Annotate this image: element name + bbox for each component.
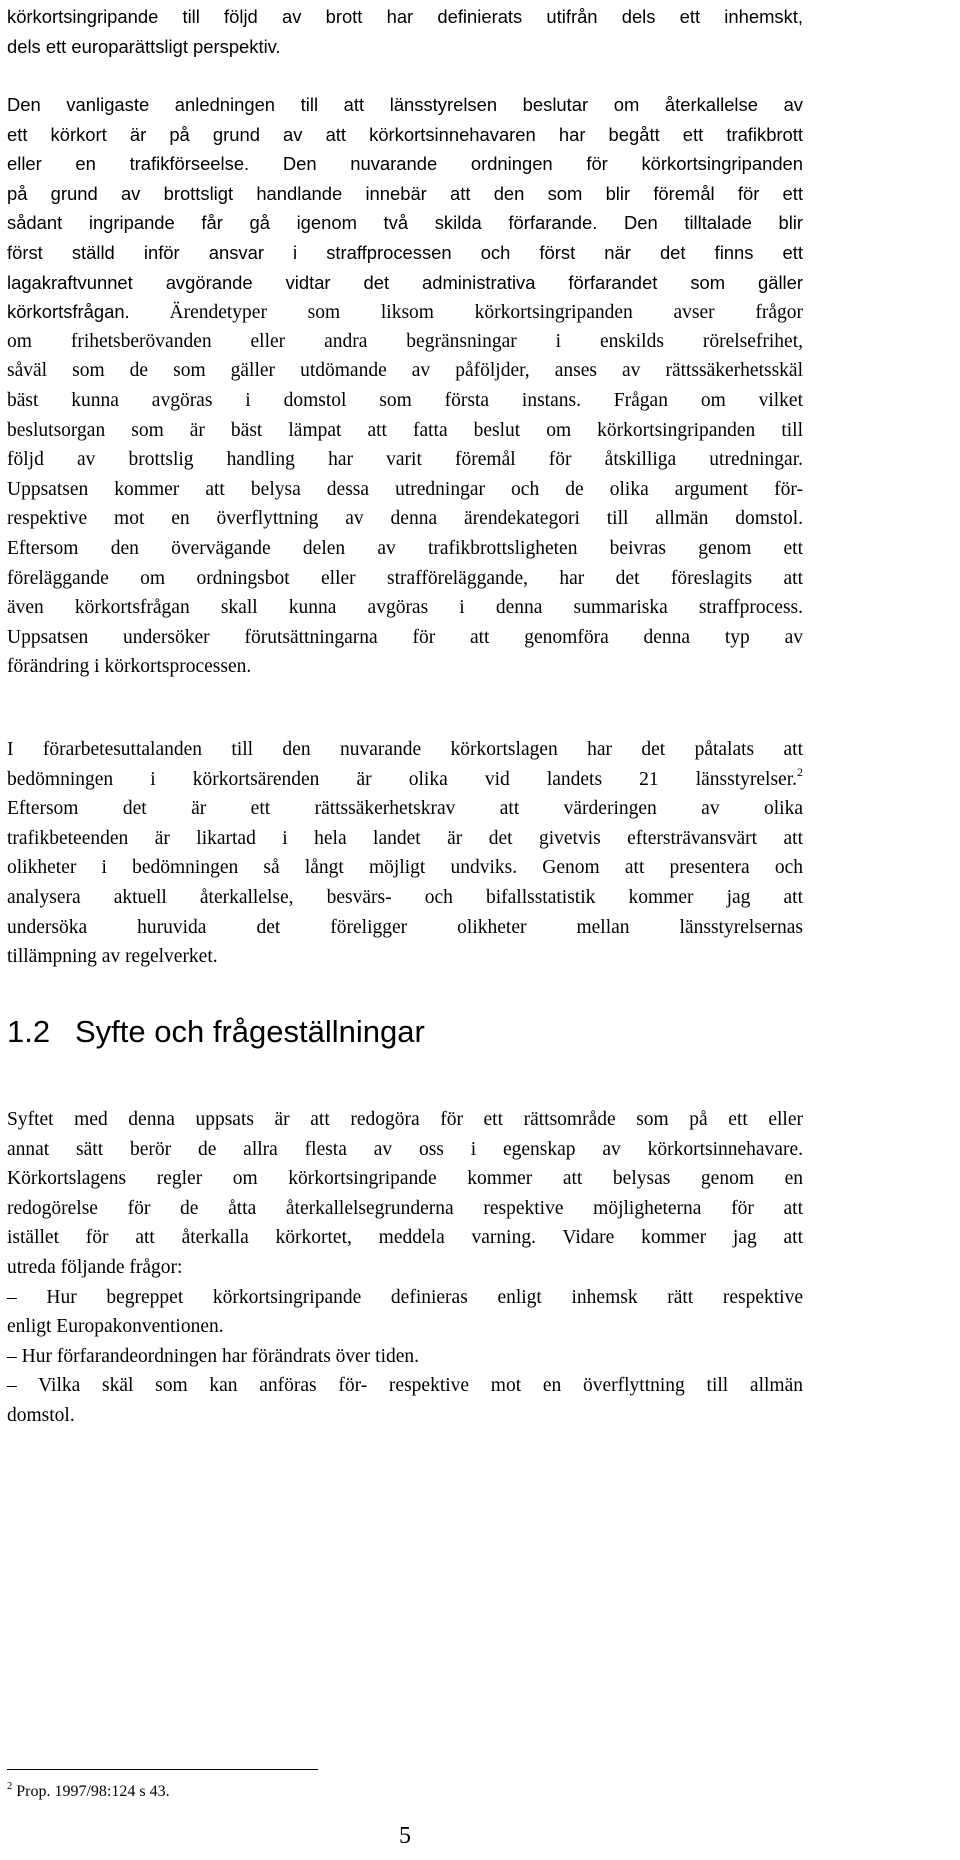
text-line: körkortsingripande till följd av brott har definierats utifrån dels ett inhemskt, xyxy=(7,6,803,27)
section-heading xyxy=(7,1012,425,1052)
footnote xyxy=(7,1780,170,1804)
paragraph-background xyxy=(7,90,803,682)
text-line: först ställd inför ansvar i straffprocessen och först när det finns ett xyxy=(7,241,803,263)
text-line-with-footnote xyxy=(7,765,803,795)
list-item-line: domstol. xyxy=(7,1404,75,1426)
text-line: föreläggande om ordningsbot eller strafföreläggande, har det föreslagits att xyxy=(7,567,803,589)
text-line: Eftersom det är ett rättssäkerhetskrav att värderingen av olika xyxy=(7,798,803,820)
text-line: trafikbeteenden är likartad i hela landet är det givetvis eftersträvansvärt att xyxy=(7,827,803,849)
text-line: beslutsorgan som är bäst lämpat att fatta beslut om körkortsingripanden till xyxy=(7,419,803,441)
text-line: redogörelse för de åtta återkallelsegrunderna respektive möjligheterna för att xyxy=(7,1197,803,1219)
text-line: I förarbetesuttalanden till den nuvarande körkortslagen har det påtalats att xyxy=(7,739,803,760)
section-number: 1.2 xyxy=(7,1014,51,1049)
text-line: annat sätt berör de allra flesta av oss i egenskap av körkortsinnehavare. xyxy=(7,1138,803,1160)
footnote-reference[interactable]: 2 xyxy=(797,764,803,779)
list-item-line: – Hur begreppet körkortsingripande definieras enligt inhemsk rätt respektive xyxy=(7,1286,803,1308)
text-line: olikheter i bedömningen så långt möjligt undviks. Genom att presentera och xyxy=(7,857,803,879)
text-line: undersöka huruvida det föreligger olikheter mellan länsstyrelsernas xyxy=(7,916,803,938)
text-line-mixed xyxy=(7,297,803,327)
text-line: Uppsatsen undersöker förutsättningarna för att genomföra denna typ av xyxy=(7,626,803,648)
text-segment: körkortsfrågan. xyxy=(7,301,130,323)
text-line: om frihetsberövanden eller andra begränsningar i enskilds rörelsefrihet, xyxy=(7,330,803,352)
text-line: på grund av brottsligt handlande innebär att den som blir föremål för ett xyxy=(7,182,803,204)
list-item-line: – Hur förfarandeordningen har förändrats över tiden. xyxy=(7,1345,420,1367)
text-line: analysera aktuell återkallelse, besvärs- och bifallsstatistik kommer jag att xyxy=(7,886,803,908)
paragraph-continuation xyxy=(7,2,803,61)
list-item-line: enligt Europakonventionen. xyxy=(7,1316,224,1338)
text-line: ett körkort är på grund av att körkortsinnehavaren har begått ett trafikbrott xyxy=(7,123,803,145)
paragraph-purpose xyxy=(7,1105,803,1431)
footnote-text: Prop. 1997/98:124 s 43. xyxy=(16,1783,170,1800)
text-line: eller en trafikförseelse. Den nuvarande ordningen för körkortsingripanden xyxy=(7,153,803,175)
text-line: även körkortsfrågan skall kunna avgöras i denna summariska straffprocess. xyxy=(7,597,803,619)
text-line: förändring i körkortsprocessen. xyxy=(7,656,252,678)
list-item-line: – Vilka skäl som kan anföras för- respektive mot en överflyttning till allmän xyxy=(7,1375,803,1397)
text-line: Eftersom den övervägande delen av trafikbrottsligheten beivras genom ett xyxy=(7,537,803,559)
text-line: sådant ingripande får gå igenom två skilda förfarande. Den tilltalade blir xyxy=(7,212,803,234)
text-line: såväl som de som gäller utdömande av påföljder, anses av rättssäkerhetsskäl xyxy=(7,360,803,382)
section-title: Syfte och frågeställningar xyxy=(75,1014,425,1049)
document-page xyxy=(7,0,803,1860)
text-line: utreda följande frågor: xyxy=(7,1256,183,1278)
text-line: följd av brottslig handling har varit föremål för åtskilliga utredningar. xyxy=(7,449,803,471)
footnote-separator xyxy=(7,1769,318,1770)
paragraph-assessment xyxy=(7,735,803,972)
text-line: Den vanligaste anledningen till att länsstyrelsen beslutar om återkallelse av xyxy=(7,94,803,115)
text-line: Uppsatsen kommer att belysa dessa utredningar och de olika argument för- xyxy=(7,478,803,500)
footnote-number: 2 xyxy=(7,1781,13,1792)
text-segment: bedömningen i körkortsärenden är olika vid landets 21 länsstyrelser. xyxy=(7,768,797,790)
text-line: respektive mot en överflyttning av denna ärendekategori till allmän domstol. xyxy=(7,508,803,530)
text-line: bäst kunna avgöras i domstol som första instans. Frågan om vilket xyxy=(7,389,803,411)
text-line: istället för att återkalla körkortet, meddela varning. Vidare kommer jag att xyxy=(7,1227,803,1249)
text-line: tillämpning av regelverket. xyxy=(7,946,218,968)
text-line: Syftet med denna uppsats är att redogöra för ett rättsområde som på ett eller xyxy=(7,1109,803,1130)
text-line: dels ett europarättsligt perspektiv. xyxy=(7,35,281,57)
page-number: 5 xyxy=(399,1823,411,1849)
text-segment: Ärendetyper som liksom körkortsingripanden avser frågor xyxy=(169,302,804,324)
text-line: Körkortslagens regler om körkortsingripande kommer att belysas genom en xyxy=(7,1168,803,1190)
text-line: lagakraftvunnet avgörande vidtar det administrativa förfarandet som gäller xyxy=(7,271,803,293)
